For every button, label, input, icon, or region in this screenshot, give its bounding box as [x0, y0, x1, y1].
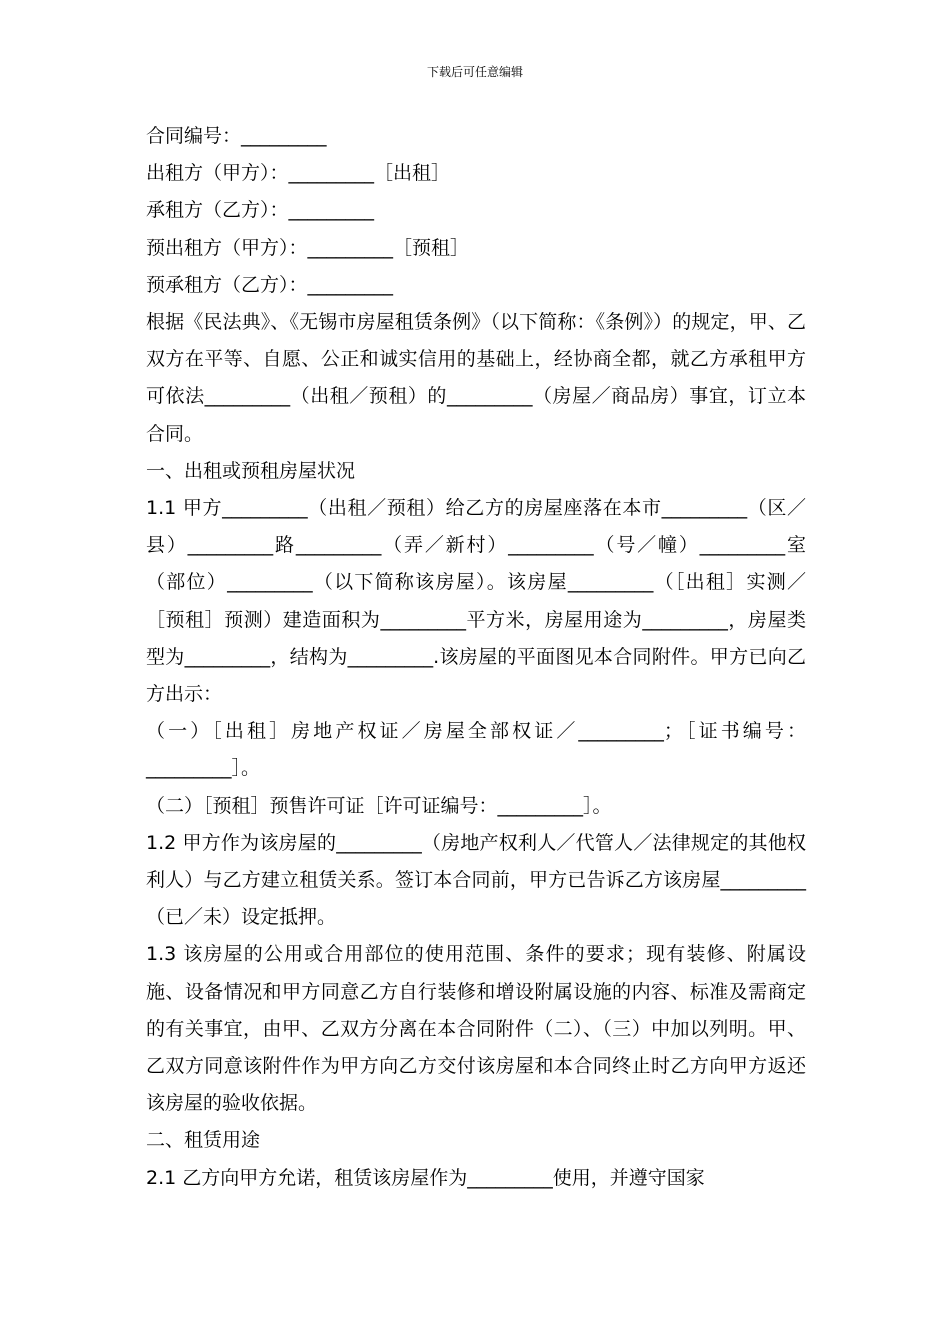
- clause-1-1-item-2: （二）［预租］预售许可证［许可证编号：_________］。: [146, 794, 612, 817]
- section-heading-2: 二、租赁用途: [146, 1129, 261, 1152]
- section-heading-1: 一、出租或预租房屋状况: [146, 459, 356, 482]
- pre-lessee-line: 预承租方（乙方）：_________: [146, 273, 394, 296]
- clause-2-1: 2.1 乙方向甲方允诺，租赁该房屋作为_________使用，并遵守国家: [146, 1166, 705, 1189]
- contract-number-line: 合同编号：_________: [146, 125, 327, 147]
- clause-1-1-item-1: （一）［出租］房地产权证／房屋全部权证／_________；［证书编号：_________］。: [146, 720, 806, 780]
- clause-1-3: 1.3 该房屋的公用或合用部位的使用范围、条件的要求；现有装修、附属设施、设备情况和甲方同意乙方自行装修和增设附属设施的内容、标准及需商定的有关事宜，由甲、乙双方分离在本合同附件（二）、（三）中加以列明。甲、乙双方同意该附件作为甲方向乙方交付该房屋和本合同终止时乙方向甲方返还该房屋的验收依据。: [146, 943, 806, 1115]
- lessee-line: 承租方（乙方）：_________: [146, 199, 375, 222]
- pre-lessor-line: 预出租方（甲方）：_________［预租］: [146, 236, 470, 259]
- contract-body: [146, 118, 806, 1197]
- preamble-paragraph: 根据《民法典》、《无锡市房屋租赁条例》（以下简称：《条例》）的规定，甲、乙双方在平等、自愿、公正和诚实信用的基础上，经协商全都，就乙方承租甲方可依法_________（出租／预租）的_________（房屋／商品房）事宜，订立本合同。: [146, 311, 806, 445]
- clause-1-1: 1.1 甲方_________（出租／预租）给乙方的房屋座落在本市_________（区／县）_________路_________（弄／新村）_________（号／幢）_________室（部位）_________（以下简称该房屋）。该房屋_________（［出租］实测／［预租］预测）建造面积为_________平方米，房屋用途为_________，房屋类型为_________，结构为_________.该房屋的平面图见本合同附件。甲方已向乙方出示：: [146, 497, 806, 706]
- lessor-line: 出租方（甲方）：_________［出租］: [146, 162, 451, 185]
- clause-1-2: 1.2 甲方作为该房屋的_________（房地产权利人／代管人／法律规定的其他权利人）与乙方建立租赁关系。签订本合同前，甲方已告诉乙方该房屋_________（已／未）设定抵押。: [146, 831, 806, 929]
- page-header: 下载后可任意编辑: [426, 65, 523, 79]
